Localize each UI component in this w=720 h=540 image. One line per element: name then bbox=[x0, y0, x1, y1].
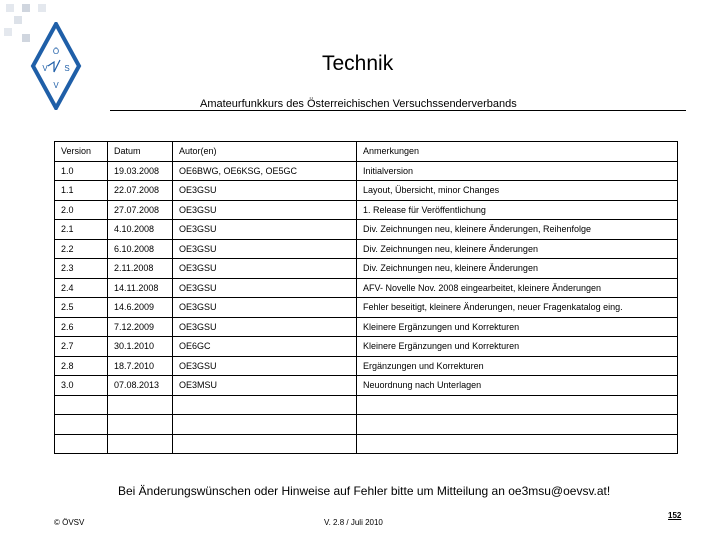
version-cell: 2.0 bbox=[55, 200, 108, 220]
date-cell: 18.7.2010 bbox=[108, 356, 173, 376]
note-cell: Div. Zeichnungen neu, kleinere Änderungen bbox=[357, 259, 678, 279]
note-cell bbox=[357, 395, 678, 415]
date-cell: 19.03.2008 bbox=[108, 161, 173, 181]
header-authors: Autor(en) bbox=[173, 142, 357, 162]
author-cell bbox=[173, 415, 357, 435]
table-row bbox=[55, 298, 678, 318]
header-notes: Anmerkungen bbox=[357, 142, 678, 162]
decorative-square bbox=[14, 16, 22, 24]
page-number: 152 bbox=[668, 511, 682, 520]
decorative-square bbox=[22, 4, 30, 12]
date-cell: 07.08.2013 bbox=[108, 376, 173, 396]
svg-text:V: V bbox=[42, 64, 48, 73]
author-cell: OE3GSU bbox=[173, 200, 357, 220]
author-cell bbox=[173, 395, 357, 415]
decorative-square bbox=[38, 4, 46, 12]
table-row bbox=[55, 317, 678, 337]
version-cell bbox=[55, 434, 108, 454]
revision-table bbox=[54, 141, 678, 454]
version-cell: 1.1 bbox=[55, 181, 108, 201]
table-row bbox=[55, 220, 678, 240]
table-row bbox=[55, 395, 678, 415]
footer-version: V. 2.8 / Juli 2010 bbox=[324, 518, 383, 527]
date-cell: 22.07.2008 bbox=[108, 181, 173, 201]
date-cell: 14.6.2009 bbox=[108, 298, 173, 318]
note-cell: Div. Zeichnungen neu, kleinere Änderungen bbox=[357, 239, 678, 259]
table-row bbox=[55, 181, 678, 201]
note-cell: Neuordnung nach Unterlagen bbox=[357, 376, 678, 396]
table-row bbox=[55, 239, 678, 259]
table-row bbox=[55, 278, 678, 298]
table-row bbox=[55, 415, 678, 435]
header-divider bbox=[110, 110, 686, 111]
table-row bbox=[55, 200, 678, 220]
version-cell bbox=[55, 395, 108, 415]
note-cell: Layout, Übersicht, minor Changes bbox=[357, 181, 678, 201]
note-cell: Ergänzungen und Korrekturen bbox=[357, 356, 678, 376]
version-cell: 2.4 bbox=[55, 278, 108, 298]
date-cell: 2.11.2008 bbox=[108, 259, 173, 279]
date-cell bbox=[108, 395, 173, 415]
date-cell: 7.12.2009 bbox=[108, 317, 173, 337]
header-date: Datum bbox=[108, 142, 173, 162]
version-cell: 2.3 bbox=[55, 259, 108, 279]
table-row bbox=[55, 161, 678, 181]
note-cell: Kleinere Ergänzungen und Korrekturen bbox=[357, 317, 678, 337]
author-cell: OE3MSU bbox=[173, 376, 357, 396]
date-cell: 6.10.2008 bbox=[108, 239, 173, 259]
note-cell: Div. Zeichnungen neu, kleinere Änderungen, Reihenfolge bbox=[357, 220, 678, 240]
note-cell bbox=[357, 434, 678, 454]
version-cell: 2.2 bbox=[55, 239, 108, 259]
version-cell: 1.0 bbox=[55, 161, 108, 181]
decorative-square bbox=[4, 28, 12, 36]
oevsv-logo bbox=[30, 22, 82, 110]
date-cell: 4.10.2008 bbox=[108, 220, 173, 240]
author-cell: OE6BWG, OE6KSG, OE5GC bbox=[173, 161, 357, 181]
author-cell bbox=[173, 434, 357, 454]
table-row bbox=[55, 337, 678, 357]
version-cell: 2.8 bbox=[55, 356, 108, 376]
date-cell bbox=[108, 434, 173, 454]
table-row bbox=[55, 434, 678, 454]
note-cell: AFV- Novelle Nov. 2008 eingearbeitet, kleinere Änderungen bbox=[357, 278, 678, 298]
author-cell: OE3GSU bbox=[173, 298, 357, 318]
note-cell: Initialversion bbox=[357, 161, 678, 181]
note-cell bbox=[357, 415, 678, 435]
note-cell: Fehler beseitigt, kleinere Änderungen, neuer Fragenkatalog eing. bbox=[357, 298, 678, 318]
version-cell: 2.6 bbox=[55, 317, 108, 337]
table-row bbox=[55, 259, 678, 279]
footer-copyright: © ÖVSV bbox=[54, 518, 85, 527]
author-cell: OE3GSU bbox=[173, 259, 357, 279]
table-header-row bbox=[55, 142, 678, 162]
table-row bbox=[55, 356, 678, 376]
decorative-square bbox=[22, 34, 30, 42]
date-cell: 27.07.2008 bbox=[108, 200, 173, 220]
note-cell: 1. Release für Veröffentlichung bbox=[357, 200, 678, 220]
date-cell: 14.11.2008 bbox=[108, 278, 173, 298]
table-row bbox=[55, 376, 678, 396]
author-cell: OE3GSU bbox=[173, 278, 357, 298]
date-cell: 30.1.2010 bbox=[108, 337, 173, 357]
date-cell bbox=[108, 415, 173, 435]
svg-text:S: S bbox=[64, 64, 70, 73]
decorative-square bbox=[6, 4, 14, 12]
header-version: Version bbox=[55, 142, 108, 162]
page-title: Technik bbox=[322, 52, 394, 75]
svg-text:V: V bbox=[53, 81, 59, 90]
feedback-note: Bei Änderungswünschen oder Hinweise auf Fehler bitte um Mitteilung an oe3msu@oevsv.at! bbox=[118, 484, 611, 498]
author-cell: OE3GSU bbox=[173, 356, 357, 376]
note-cell: Kleinere Ergänzungen und Korrekturen bbox=[357, 337, 678, 357]
version-cell bbox=[55, 415, 108, 435]
page-subtitle: Amateurfunkkurs des Österreichischen Versuchssenderverbands bbox=[200, 98, 517, 110]
author-cell: OE6GC bbox=[173, 337, 357, 357]
version-cell: 2.1 bbox=[55, 220, 108, 240]
author-cell: OE3GSU bbox=[173, 317, 357, 337]
svg-text:Ö: Ö bbox=[52, 47, 60, 56]
version-cell: 2.5 bbox=[55, 298, 108, 318]
author-cell: OE3GSU bbox=[173, 181, 357, 201]
version-cell: 2.7 bbox=[55, 337, 108, 357]
version-cell: 3.0 bbox=[55, 376, 108, 396]
author-cell: OE3GSU bbox=[173, 239, 357, 259]
author-cell: OE3GSU bbox=[173, 220, 357, 240]
